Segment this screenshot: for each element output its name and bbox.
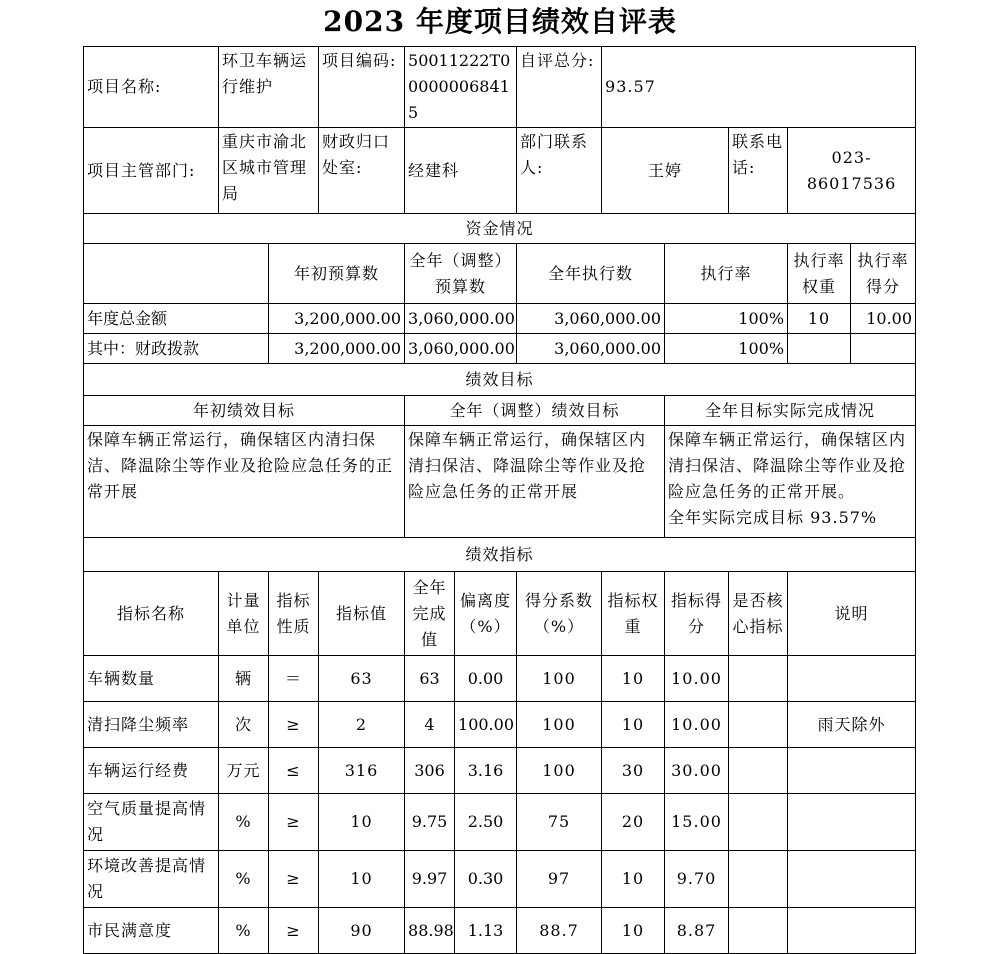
indicator-weight: 10 bbox=[602, 851, 665, 908]
indicator-note bbox=[788, 748, 916, 794]
indicator-actual: 88.98 bbox=[405, 908, 455, 954]
indicator-unit: % bbox=[219, 794, 269, 851]
indicator-header-unit: 计量单位 bbox=[219, 572, 269, 656]
indicator-nature: ≥ bbox=[269, 794, 319, 851]
contact-person: 王婷 bbox=[602, 128, 729, 214]
goal-actual-cell bbox=[665, 426, 916, 538]
project-code-label: 项目编码: bbox=[319, 47, 405, 128]
indicator-target: 2 bbox=[319, 702, 405, 748]
project-name-label: 项目名称: bbox=[84, 47, 219, 128]
indicator-header-score: 指标得分 bbox=[665, 572, 729, 656]
indicator-note bbox=[788, 794, 916, 851]
dept-label: 项目主管部门: bbox=[84, 128, 219, 214]
self-score: 93.57 bbox=[602, 47, 916, 128]
indicator-score: 10.00 bbox=[665, 702, 729, 748]
indicator-nature: ＝ bbox=[269, 656, 319, 702]
indicator-name: 市民满意度 bbox=[84, 908, 219, 954]
funds-row-label: 年度总金额 bbox=[84, 304, 269, 334]
indicators-header-row bbox=[84, 572, 916, 656]
funds-header-executed: 全年执行数 bbox=[517, 244, 665, 304]
indicator-deviation: 3.16 bbox=[455, 748, 517, 794]
finance-office: 经建科 bbox=[405, 128, 517, 214]
goals-header-initial: 年初绩效目标 bbox=[84, 396, 405, 426]
indicator-header-note: 说明 bbox=[788, 572, 916, 656]
indicator-weight: 10 bbox=[602, 702, 665, 748]
indicator-score: 30.00 bbox=[665, 748, 729, 794]
funds-row bbox=[84, 304, 916, 334]
indicator-target: 63 bbox=[319, 656, 405, 702]
indicator-coef: 100 bbox=[517, 656, 602, 702]
indicator-core bbox=[729, 794, 788, 851]
indicator-unit: % bbox=[219, 851, 269, 908]
indicator-nature: ≥ bbox=[269, 851, 319, 908]
funds-section-title: 资金情况 bbox=[84, 214, 916, 244]
indicator-nature: ≤ bbox=[269, 748, 319, 794]
phone-label: 联系电话: bbox=[729, 128, 788, 214]
indicator-target: 10 bbox=[319, 851, 405, 908]
indicator-score: 8.87 bbox=[665, 908, 729, 954]
indicators-section-title: 绩效指标 bbox=[84, 538, 916, 572]
funds-header-row bbox=[84, 244, 916, 304]
indicator-weight: 10 bbox=[602, 656, 665, 702]
funds-score: 10.00 bbox=[851, 304, 916, 334]
indicator-actual: 9.75 bbox=[405, 794, 455, 851]
funds-score bbox=[851, 334, 916, 364]
indicator-row bbox=[84, 748, 916, 794]
indicator-coef: 100 bbox=[517, 702, 602, 748]
evaluation-table bbox=[83, 46, 916, 954]
indicator-row bbox=[84, 794, 916, 851]
indicator-deviation: 0.30 bbox=[455, 851, 517, 908]
funds-row bbox=[84, 334, 916, 364]
goals-header-adjusted: 全年（调整）绩效目标 bbox=[405, 396, 665, 426]
indicator-core bbox=[729, 748, 788, 794]
indicator-note bbox=[788, 908, 916, 954]
contact-person-label: 部门联系人: bbox=[517, 128, 602, 214]
indicator-header-nature: 指标性质 bbox=[269, 572, 319, 656]
indicator-coef: 88.7 bbox=[517, 908, 602, 954]
indicator-unit: 万元 bbox=[219, 748, 269, 794]
indicator-weight: 30 bbox=[602, 748, 665, 794]
indicator-nature: ≥ bbox=[269, 702, 319, 748]
indicator-score: 9.70 bbox=[665, 851, 729, 908]
indicator-row bbox=[84, 851, 916, 908]
goal-initial-text: 保障车辆正常运行，确保辖区内清扫保洁、降温除尘等作业及抢险应急任务的正常开展 bbox=[84, 426, 405, 538]
funds-header-score: 执行率得分 bbox=[851, 244, 916, 304]
indicator-core bbox=[729, 656, 788, 702]
self-score-label: 自评总分: bbox=[517, 47, 602, 128]
indicator-note: 雨天除外 bbox=[788, 702, 916, 748]
info-row-1 bbox=[84, 47, 916, 128]
indicator-coef: 75 bbox=[517, 794, 602, 851]
info-row-2 bbox=[84, 128, 916, 214]
funds-executed: 3,060,000.00 bbox=[517, 304, 665, 334]
indicator-header-weight: 指标权重 bbox=[602, 572, 665, 656]
indicator-note bbox=[788, 851, 916, 908]
goal-adjusted-text: 保障车辆正常运行，确保辖区内清扫保洁、降温除尘等作业及抢险应急任务的正常开展 bbox=[405, 426, 665, 538]
indicator-deviation: 1.13 bbox=[455, 908, 517, 954]
indicator-nature: ≥ bbox=[269, 908, 319, 954]
funds-header-adjusted: 全年（调整）预算数 bbox=[405, 244, 517, 304]
funds-adjusted: 3,060,000.00 bbox=[405, 304, 517, 334]
funds-rate: 100% bbox=[665, 304, 788, 334]
goals-content-row bbox=[84, 426, 916, 538]
goals-section-title: 绩效目标 bbox=[84, 364, 916, 396]
indicator-coef: 97 bbox=[517, 851, 602, 908]
indicator-deviation: 2.50 bbox=[455, 794, 517, 851]
dept-name: 重庆市渝北区城市管理局 bbox=[219, 128, 319, 214]
indicator-header-actual: 全年完成值 bbox=[405, 572, 455, 656]
funds-row-label: 其中：财政拨款 bbox=[84, 334, 269, 364]
indicator-score: 15.00 bbox=[665, 794, 729, 851]
funds-header-weight: 执行率权重 bbox=[788, 244, 851, 304]
funds-weight: 10 bbox=[788, 304, 851, 334]
goals-header-actual: 全年目标实际完成情况 bbox=[665, 396, 916, 426]
indicator-row bbox=[84, 702, 916, 748]
funds-weight bbox=[788, 334, 851, 364]
indicator-header-coef: 得分系数（%） bbox=[517, 572, 602, 656]
goal-actual-rate: 全年实际完成目标 93.57% bbox=[668, 508, 878, 527]
project-code: 50011222T000000068415 bbox=[405, 47, 517, 128]
indicator-name: 空气质量提高情况 bbox=[84, 794, 219, 851]
indicator-row bbox=[84, 908, 916, 954]
funds-executed: 3,060,000.00 bbox=[517, 334, 665, 364]
indicator-name: 环境改善提高情况 bbox=[84, 851, 219, 908]
indicator-weight: 20 bbox=[602, 794, 665, 851]
page-title: 2023 年度项目绩效自评表 bbox=[323, 5, 677, 38]
indicator-score: 10.00 bbox=[665, 656, 729, 702]
funds-initial: 3,200,000.00 bbox=[269, 304, 405, 334]
indicator-weight: 10 bbox=[602, 908, 665, 954]
indicator-core bbox=[729, 908, 788, 954]
funds-header-rate: 执行率 bbox=[665, 244, 788, 304]
indicator-core bbox=[729, 702, 788, 748]
funds-initial: 3,200,000.00 bbox=[269, 334, 405, 364]
project-name: 环卫车辆运行维护 bbox=[219, 47, 319, 128]
goals-section-row bbox=[84, 364, 916, 396]
indicator-actual: 306 bbox=[405, 748, 455, 794]
indicator-target: 90 bbox=[319, 908, 405, 954]
indicator-header-deviation: 偏离度（%） bbox=[455, 572, 517, 656]
indicator-note bbox=[788, 656, 916, 702]
goal-actual-text: 保障车辆正常运行，确保辖区内清扫保洁、降温除尘等作业及抢险应急任务的正常开展。 bbox=[668, 430, 907, 501]
indicator-name: 车辆数量 bbox=[84, 656, 219, 702]
indicator-target: 316 bbox=[319, 748, 405, 794]
indicator-core bbox=[729, 851, 788, 908]
indicator-name: 清扫降尘频率 bbox=[84, 702, 219, 748]
indicator-target: 10 bbox=[319, 794, 405, 851]
goals-header-row bbox=[84, 396, 916, 426]
indicator-unit: 次 bbox=[219, 702, 269, 748]
funds-header-blank bbox=[84, 244, 269, 304]
indicator-name: 车辆运行经费 bbox=[84, 748, 219, 794]
indicator-deviation: 0.00 bbox=[455, 656, 517, 702]
indicator-coef: 100 bbox=[517, 748, 602, 794]
funds-adjusted: 3,060,000.00 bbox=[405, 334, 517, 364]
indicator-header-core: 是否核心指标 bbox=[729, 572, 788, 656]
indicator-actual: 4 bbox=[405, 702, 455, 748]
indicator-row bbox=[84, 656, 916, 702]
indicator-deviation: 100.00 bbox=[455, 702, 517, 748]
funds-section-row bbox=[84, 214, 916, 244]
finance-office-label: 财政归口处室: bbox=[319, 128, 405, 214]
indicator-unit: 辆 bbox=[219, 656, 269, 702]
indicator-header-name: 指标名称 bbox=[84, 572, 219, 656]
indicator-unit: % bbox=[219, 908, 269, 954]
phone-number: 023-86017536 bbox=[788, 128, 916, 214]
indicator-actual: 63 bbox=[405, 656, 455, 702]
indicators-section-row bbox=[84, 538, 916, 572]
indicator-actual: 9.97 bbox=[405, 851, 455, 908]
funds-rate: 100% bbox=[665, 334, 788, 364]
funds-header-initial: 年初预算数 bbox=[269, 244, 405, 304]
indicator-header-target: 指标值 bbox=[319, 572, 405, 656]
